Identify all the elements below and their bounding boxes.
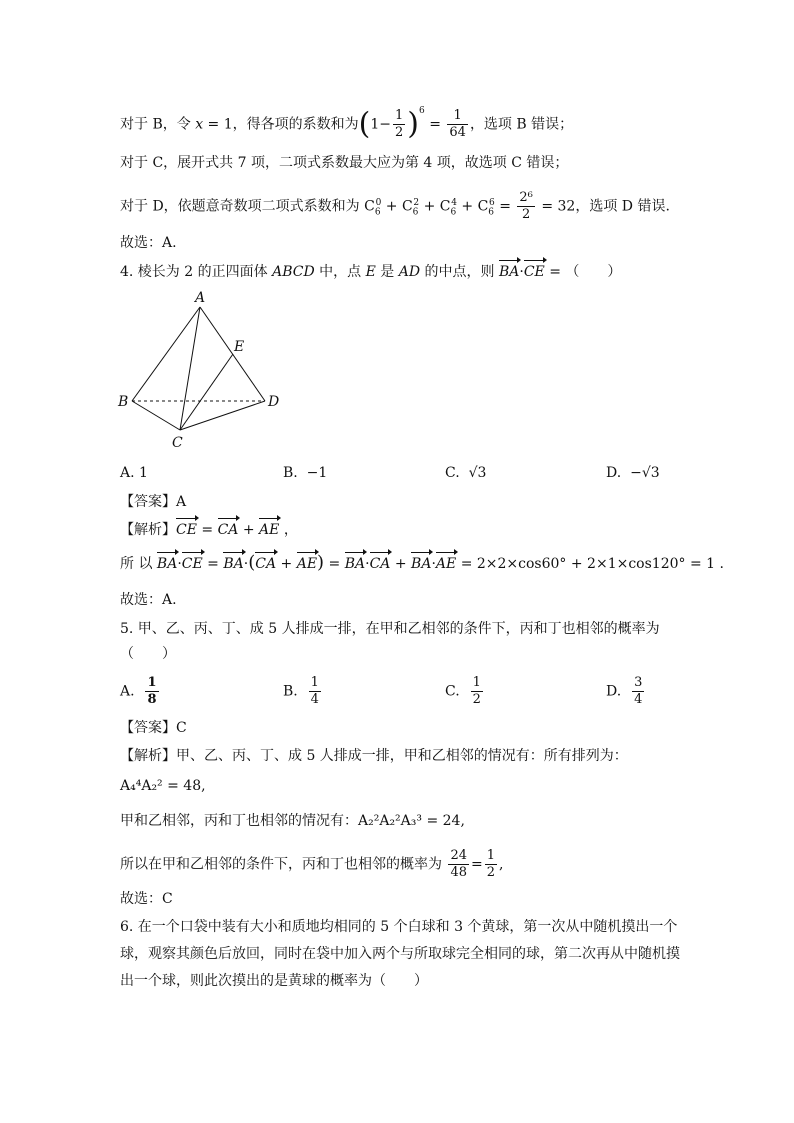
q4-option-b: B. −1	[283, 465, 328, 481]
q4-option-d: D. −√3	[606, 465, 660, 481]
q4-analysis: 【解析】CE = CA + AE ，	[120, 522, 298, 538]
edge-ac	[180, 307, 200, 430]
q5-analysis: 【解析】甲、乙、丙、丁、成 5 人排成一排，甲和乙相邻的情况有：所有排列为：	[120, 748, 628, 764]
q4-conclusion: 故选：A.	[120, 592, 177, 608]
segment-ce	[180, 354, 233, 430]
q5-formula1: A₄⁴A₂² = 48,	[120, 778, 206, 794]
label-c: C	[172, 435, 183, 450]
option-d-analysis: 对于 D，依题意奇数项二项式系数和为 $C_6^0 + C_6^2 + C_6^4 + C_6^6$ = $\frac{\text{2⁶}}{2}$ = 32，选项 D 错误.	[120, 190, 670, 222]
q5-conclusion: 故选：C	[120, 891, 173, 907]
edge-ab	[132, 307, 200, 401]
question-6-line2: 球，观察其颜色后放回，同时在袋中加入两个与所取球完全相同的球，第二次再从中随机摸	[120, 946, 680, 962]
edge-bc	[132, 401, 180, 430]
q5-line2: 甲和乙相邻，丙和丁也相邻的情况有：A₂²A₂²A₃³ = 24,	[120, 813, 465, 829]
question-6-line1: 6. 在一个口袋中装有大小和质地均相同的 5 个白球和 3 个黄球，第一次从中随机摸出一个	[120, 919, 678, 935]
q5-option-c: C. $\frac{1}{2}$	[445, 675, 481, 707]
q5-option-d: D. $\frac{3}{4}$	[606, 675, 643, 707]
option-c-analysis: 对于 C，展开式共 7 项，二项式系数最大应为第 4 项，故选项 C 错误；	[120, 155, 569, 171]
edge-cd	[180, 401, 265, 430]
tetrahedron-diagram	[110, 285, 290, 450]
q5-option-b: B. $\frac{1}{4}$	[283, 675, 319, 707]
label-e: E	[234, 339, 245, 355]
q4-option-c: C. √3	[445, 465, 487, 481]
q5-line3: 所以在甲和乙相邻的条件下，丙和丁也相邻的概率为 $\frac{24}{48}$ = $\frac{1}{2}$ ,	[120, 848, 504, 880]
label-a: A	[195, 290, 206, 306]
question-4: 4. 棱长为 2 的正四面体 ABCD 中，点 E 是 AD 的中点，则 BA·CE = （ ）	[120, 264, 622, 280]
question-5-paren: （ ）	[120, 646, 176, 662]
question-6-line3: 出一个球，则此次摸出的是黄球的概率为（ ）	[120, 973, 428, 989]
q4-analysis-line2: 所 以 BA·CE = BA·(CA + AE) = BA·CA + BA·AE = 2×2×cos60° + 2×1×cos120° = 1 .	[120, 552, 724, 573]
option-b-analysis: 对于 B，令 x = 1，得各项的系数和为(1− $\frac{1}{2}$ )$^6$ = $\frac{1}{64}$ ，选项 B 错误；	[120, 105, 574, 142]
conclusion-3: 故选：A.	[120, 235, 177, 251]
q4-option-a: A. 1	[120, 465, 148, 481]
q5-option-a: A. $\frac{1}{8}$	[120, 675, 157, 707]
label-d: D	[268, 394, 280, 410]
q4-answer: 【答案】A	[120, 494, 187, 510]
question-5: 5. 甲、乙、丙、丁、成 5 人排成一排，在甲和乙相邻的条件下，丙和丁也相邻的概率为	[120, 621, 660, 637]
q5-answer: 【答案】C	[120, 720, 187, 736]
label-b: B	[118, 394, 129, 410]
